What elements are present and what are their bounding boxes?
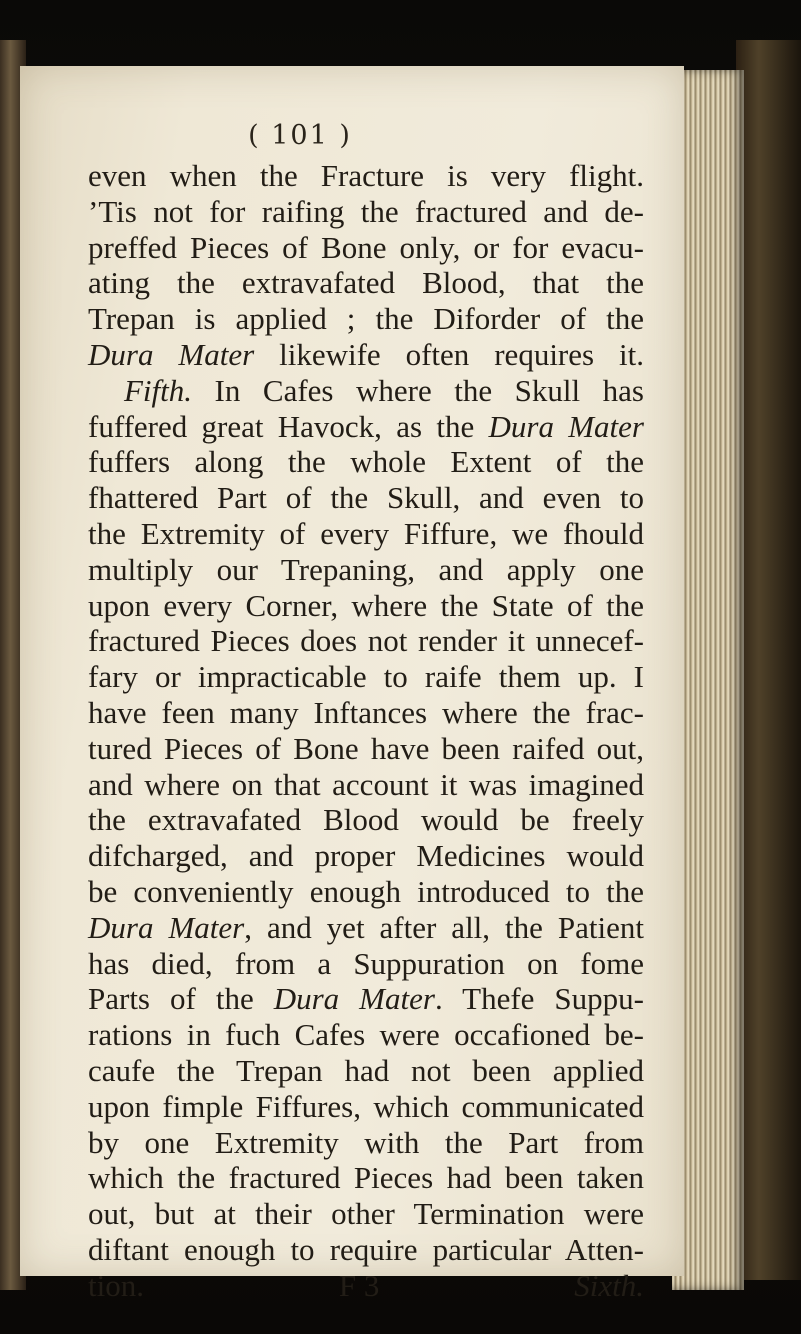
text-line: be conveniently enough introduced to the [88, 873, 644, 909]
text-line: fuffers along the whole Extent of the [88, 444, 644, 480]
text-line: diftant enough to require particular Atten- [88, 1231, 644, 1267]
page-number-header: ( 101 ) [248, 120, 352, 151]
text-line: upon fimple Fiffures, which communicated [88, 1088, 644, 1124]
text-line: Dura Mater, and yet after all, the Patient [88, 909, 644, 945]
text-line: rations in fuch Cafes were occafioned be- [88, 1017, 644, 1053]
text-line: multiply our Trepaning, and apply one [88, 551, 644, 587]
text-line: fhattered Part of the Skull, and even to [88, 480, 644, 516]
text-line: has died, from a Suppuration on fome [88, 945, 644, 981]
book-cover-right [736, 40, 801, 1280]
text-line: have feen many Inftances where the frac- [88, 694, 644, 730]
text-line: ating the extravafated Blood, that the [88, 265, 644, 301]
text-line: tured Pieces of Bone have been raifed out, [88, 730, 644, 766]
text-line: fuffered great Havock, as the Dura Mater [88, 408, 644, 444]
text-line: fractured Pieces does not render it unnecef- [88, 623, 644, 659]
text-line: upon every Corner, where the State of the [88, 587, 644, 623]
text-line-last [88, 1268, 644, 1304]
text-line: Fifth. In Cafes where the Skull has [124, 372, 644, 408]
last-word: tion. [88, 1267, 144, 1303]
catchword: Sixth. [574, 1267, 644, 1303]
text-line: by one Extremity with the Part from [88, 1124, 644, 1160]
text-line: the extravafated Blood would be freely [88, 802, 644, 838]
text-line: fary or impracticable to raife them up. I [88, 659, 644, 695]
text-line: ’Tis not for raifing the fractured and de- [88, 193, 644, 229]
text-line: which the fractured Pieces had been taken [88, 1160, 644, 1196]
text-line: out, but at their other Termination were [88, 1196, 644, 1232]
text-line: Parts of the Dura Mater. Thefe Suppu- [88, 981, 644, 1017]
text-line: and where on that account it was imagined [88, 766, 644, 802]
body-text [88, 158, 644, 1304]
text-line: Dura Mater likewife often requires it. [88, 336, 644, 372]
text-line: Trepan is applied ; the Diforder of the [88, 301, 644, 337]
text-line: even when the Fracture is very flight. [88, 158, 644, 193]
text-line: the Extremity of every Fiffure, we fhould [88, 515, 644, 551]
text-line: caufe the Trepan had not been applied [88, 1052, 644, 1088]
text-line: difcharged, and proper Medicines would [88, 838, 644, 874]
text-line: preffed Pieces of Bone only, or for evacu- [88, 229, 644, 265]
signature-mark: F 3 [338, 1267, 380, 1303]
